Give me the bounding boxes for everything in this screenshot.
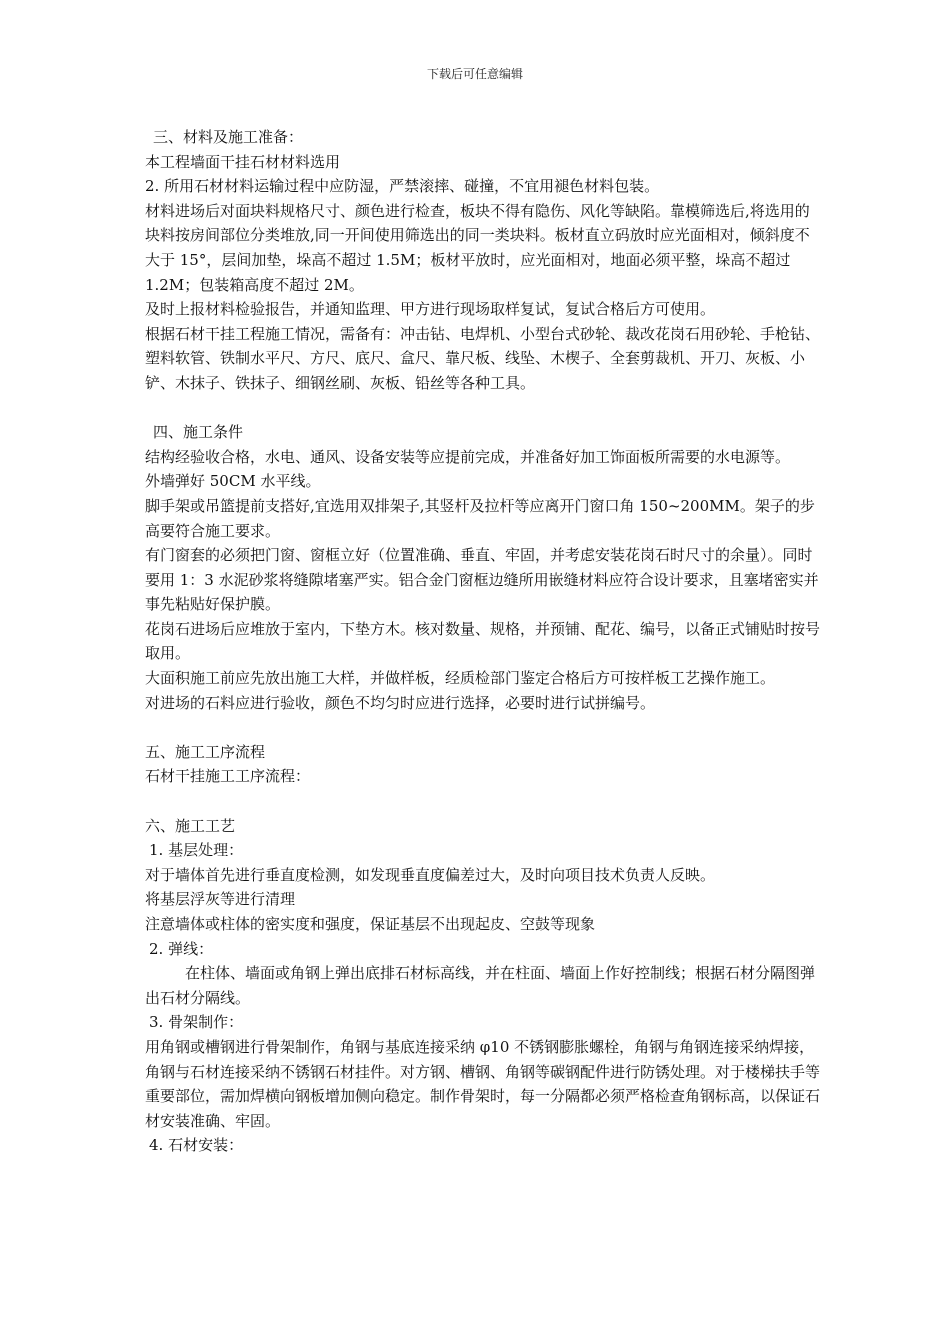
section-4-title: 四、施工条件	[153, 423, 244, 442]
page-header: 下载后可任意编辑	[426, 67, 523, 81]
paragraph: 在柱体、墙面或角钢上弹出底排石材标高线，并在柱面、墙面上作好控制线；根据石材分隔图弹出石材分隔线。	[145, 964, 816, 1007]
paragraph: 材料进场后对面块料规格尺寸、颜色进行检查，板块不得有隐伤、风化等缺陷。靠模筛选后,将选用的块料按房间部位分类堆放,同一开间使用筛选出的同一类块料。板材直立码放时应光面相对，倾斜度不大于 15°，层间加垫，垛高不超过 1.5M；板材平放时，应光面相对，地面必须平整，垛高不超过 1.2M；包装箱高度不超过 2M。	[145, 201, 810, 294]
paragraph: 及时上报材料检验报告，并通知监理、甲方进行现场取样复试，复试合格后方可使用。	[145, 300, 716, 319]
subheading-2: 2. 弹线：	[149, 939, 214, 958]
paragraph: 花岗石进场后应堆放于室内，下垫方木。核对数量、规格，并预铺、配花、编号，以备正式铺贴时按号取用。	[145, 619, 821, 663]
paragraph: 石材干挂施工工序流程：	[145, 767, 311, 786]
document-body	[145, 125, 820, 1158]
blank-line	[145, 396, 820, 421]
blank-line	[145, 715, 820, 740]
section-3-title: 三、材料及施工准备：	[153, 128, 304, 146]
section-6-title: 六、施工工艺	[145, 816, 236, 835]
subheading-4: 4. 石材安装：	[149, 1136, 244, 1155]
paragraph: 脚手架或吊篮提前支搭好,宜选用双排架子,其竖杆及拉杆等应离开门窗口角 150~200MM。架子的步高要符合施工要求。	[145, 496, 815, 540]
subheading-1: 1. 基层处理：	[149, 841, 244, 860]
paragraph: 有门窗套的必须把门窗、窗框立好（位置准确、垂直、牢固，并考虑安装花岗石时尺寸的余量）。同时要用 1：3 水泥砂浆将缝隙堵塞严实。铝合金门窗框边缝所用嵌缝材料应符合设计要求，且塞堵密实并事先粘贴好保护膜。	[145, 546, 819, 614]
paragraph: 用角钢或槽钢进行骨架制作，角钢与基底连接采纳 φ10 不锈钢膨胀螺栓，角钢与角钢连接采纳焊接，角钢与石材连接采纳不锈钢石材挂件。对方钢、槽钢、角钢等碳钢配件进行防锈处理。对于楼梯扶手等重要部位，需加焊横向钢板增加侧向稳定。制作骨架时，每一分隔都必须严格检查角钢标高，以保证石材安装准确、牢固。	[145, 1037, 821, 1130]
subheading-3: 3. 骨架制作：	[149, 1013, 244, 1032]
blank-line	[145, 789, 820, 814]
paragraph: 本工程墙面干挂石材材料选用	[145, 152, 341, 171]
paragraph: 结构经验收合格，水电、通风、设备安装等应提前完成，并准备好加工饰面板所需要的水电源等。	[145, 447, 791, 466]
paragraph: 根据石材干挂工程施工情况，需备有：冲击钻、电焊机、小型台式砂轮、裁改花岗石用砂轮、手枪钻、塑料软管、铁制水平尺、方尺、底尺、盒尺、靠尺板、线坠、木楔子、全套剪裁机、开刀、灰板、小铲、木抹子、铁抹子、细钢丝刷、灰板、铅丝等各种工具。	[145, 324, 821, 392]
paragraph: 对于墙体首先进行垂直度检测，如发现垂直度偏差过大，及时向项目技术负责人反映。	[145, 865, 716, 884]
paragraph: 外墙弹好 50CM 水平线。	[145, 472, 321, 491]
paragraph: 2. 所用石材材料运输过程中应防湿，严禁滚摔、碰撞，不宜用褪色材料包装。	[145, 177, 660, 196]
paragraph: 大面积施工前应先放出施工大样，并做样板，经质检部门鉴定合格后方可按样板工艺操作施工。	[145, 669, 776, 688]
section-5-title: 五、施工工序流程	[145, 742, 266, 761]
paragraph: 将基层浮灰等进行清理	[145, 890, 296, 909]
paragraph: 注意墙体或柱体的密实度和强度，保证基层不出现起皮、空鼓等现象	[145, 915, 596, 933]
paragraph: 对进场的石料应进行验收，颜色不均匀时应进行选择，必要时进行试拼编号。	[145, 693, 656, 712]
